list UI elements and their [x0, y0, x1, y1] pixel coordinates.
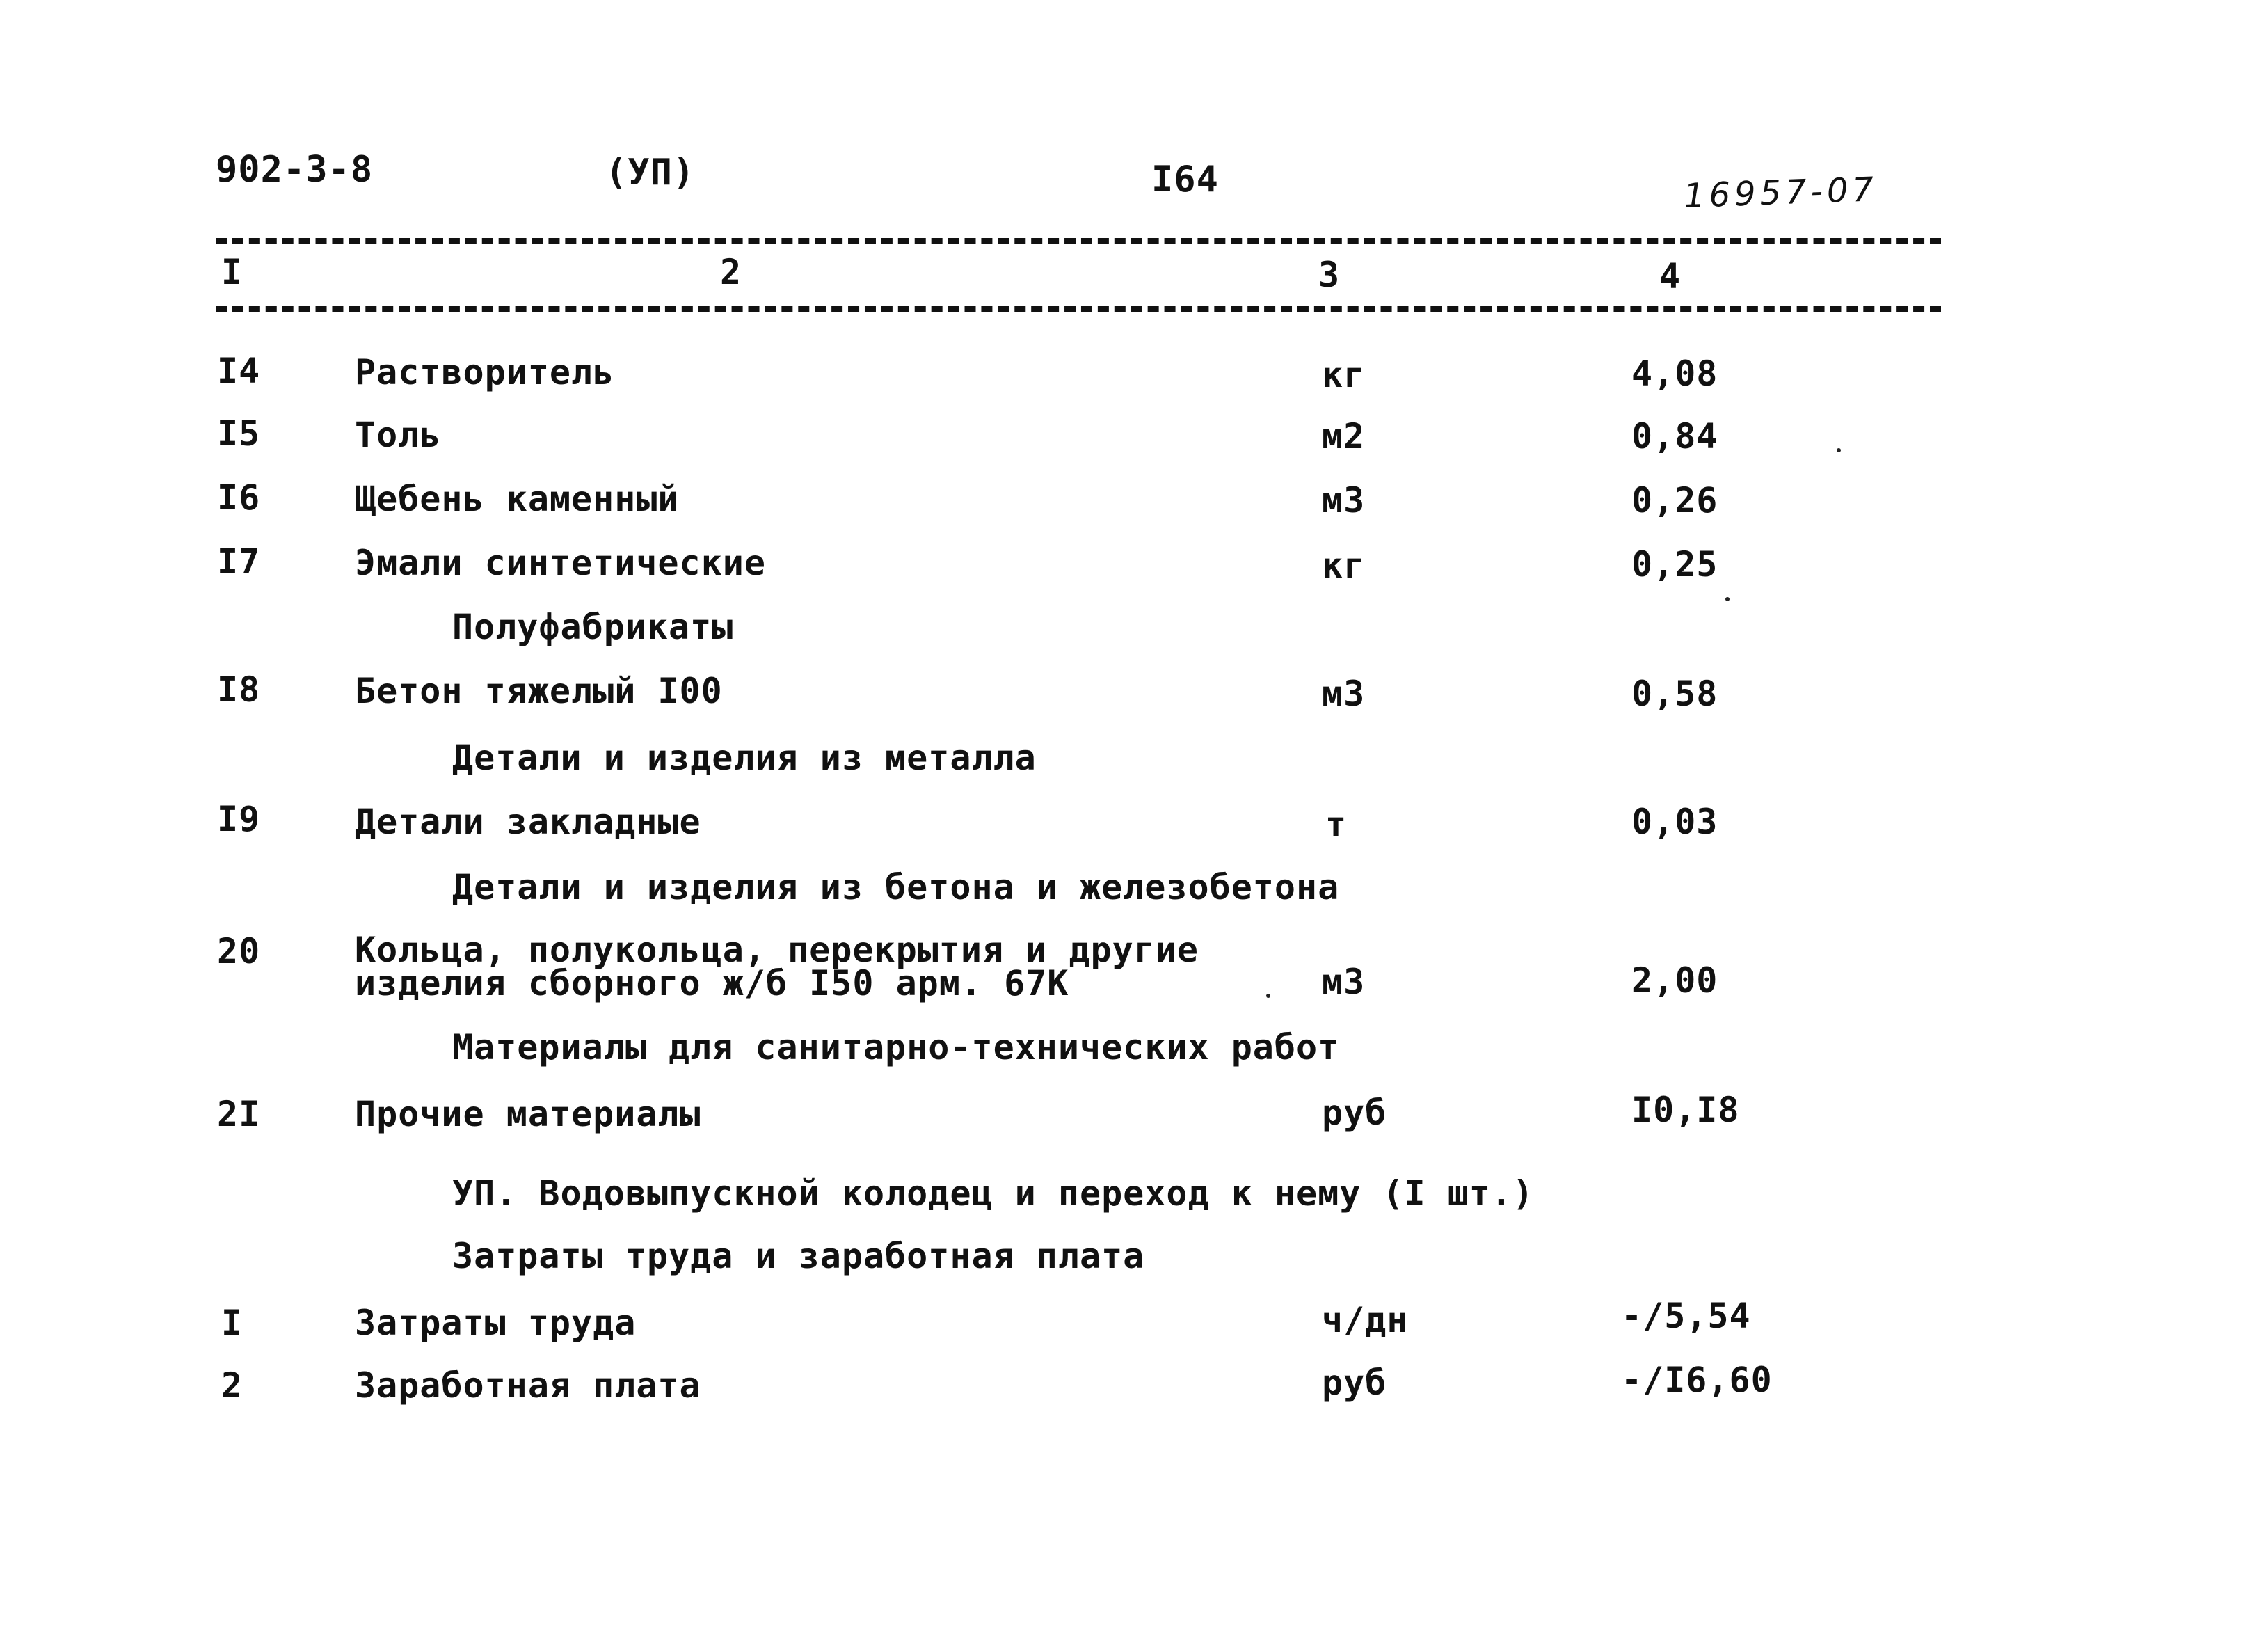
row-name-line2: изделия сборного ж/б I50 арм. 67К [355, 963, 1069, 1003]
top-dashed-rule [216, 238, 1941, 244]
column-header-1: I [221, 252, 243, 292]
row-number: 2I [217, 1094, 261, 1134]
row-unit: руб [1322, 1093, 1387, 1133]
row-name: Прочие материалы [355, 1094, 701, 1134]
row-number: 2 [221, 1365, 243, 1406]
section-label: (УП) [605, 152, 696, 193]
row-unit: кг [1322, 546, 1366, 586]
section-heading: УП. Водовыпускной колодец и переход к нему (I шт.) [452, 1173, 1535, 1214]
column-header-3: 3 [1318, 255, 1341, 295]
scan-speck [1837, 448, 1841, 452]
section-subheading: Детали и изделия из бетона и железобетона [452, 867, 1340, 907]
row-unit: м3 [1322, 674, 1366, 714]
row-unit: руб [1322, 1363, 1387, 1403]
row-value: 2,00 [1631, 960, 1718, 1001]
section-subheading: Детали и изделия из металла [452, 738, 1037, 778]
row-unit: ч/дн [1322, 1300, 1409, 1340]
scan-speck [1725, 597, 1730, 601]
page-number: I64 [1151, 159, 1219, 200]
row-unit: кг [1322, 355, 1366, 395]
row-name: Щебень каменный [355, 479, 680, 519]
row-number: 20 [217, 931, 261, 971]
row-number: I9 [217, 799, 261, 839]
row-name: Толь [355, 415, 442, 455]
row-unit: м3 [1322, 962, 1366, 1002]
row-number: I4 [217, 351, 261, 391]
row-unit: т [1325, 804, 1348, 845]
row-name: Растворитель [355, 352, 615, 392]
scan-speck [1266, 994, 1270, 998]
row-name: Эмали синтетические [355, 543, 766, 583]
row-name: Детали закладные [355, 802, 701, 842]
header-bottom-dashed-rule [216, 306, 1941, 312]
row-unit: м3 [1322, 480, 1366, 521]
row-name: Заработная плата [355, 1365, 701, 1406]
row-name: Бетон тяжелый I00 [355, 671, 723, 711]
row-value: I0,I8 [1631, 1090, 1740, 1130]
row-value: 0,03 [1631, 802, 1718, 842]
row-number: I8 [217, 669, 261, 710]
row-number: I7 [217, 541, 261, 582]
handwritten-number: 16957-07 [1683, 170, 1878, 216]
row-name: Затраты труда [355, 1303, 637, 1343]
section-subheading: Полуфабрикаты [452, 607, 734, 647]
column-header-4: 4 [1659, 256, 1682, 296]
row-value: 0,84 [1631, 416, 1718, 456]
row-value: 0,58 [1631, 674, 1718, 714]
row-value: 4,08 [1631, 354, 1718, 394]
row-name-line1: Кольца, полукольца, перекрытия и другие [355, 930, 1199, 970]
section-subheading: Материалы для санитарно-технических работ [452, 1027, 1340, 1067]
row-number: I6 [217, 477, 261, 518]
column-header-2: 2 [720, 252, 742, 292]
row-value: -/5,54 [1621, 1296, 1751, 1336]
row-value: 0,26 [1631, 480, 1718, 521]
row-value: -/I6,60 [1621, 1360, 1773, 1400]
row-number: I [221, 1303, 243, 1343]
document-code: 902-3-8 [216, 149, 374, 191]
section-subheading: Затраты труда и заработная плата [452, 1236, 1145, 1276]
row-value: 0,25 [1631, 544, 1718, 585]
row-unit: м2 [1322, 416, 1366, 456]
row-number: I5 [217, 413, 261, 454]
